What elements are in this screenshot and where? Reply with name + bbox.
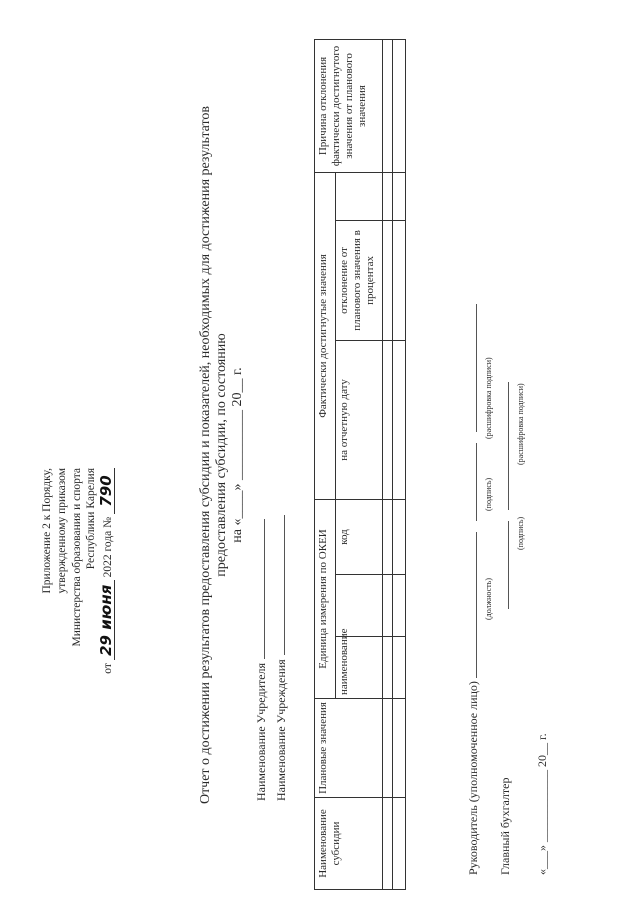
transcript-caption: (расшифровка подписи)	[484, 357, 493, 439]
institution-field	[274, 515, 289, 801]
table-cell	[393, 39, 406, 172]
founder-line[interactable]	[255, 519, 265, 659]
header-subsidy: Наименование субсидии	[315, 798, 383, 890]
header-reason: Причина отклонения фактически достигнутого значения от планового значения	[315, 39, 383, 172]
header-actual-date: на отчетную дату	[336, 340, 383, 499]
header-actual: Фактически достигнутые значения	[315, 172, 336, 499]
appendix-line-3: Министерства образования и спорта	[70, 468, 83, 647]
table-cell	[383, 220, 393, 340]
institution-line[interactable]	[275, 515, 285, 655]
handwritten-date: 29 июня	[99, 580, 115, 660]
table-cell	[383, 340, 393, 499]
appendix-line-4: Республики Карелия	[85, 468, 98, 570]
head-transcript-line[interactable]	[467, 304, 477, 432]
title-line-1: Отчет о достижении результатов предоставления субсидии и показателей, необходимых для достижения результатов	[198, 105, 213, 805]
table-cell	[383, 575, 393, 637]
head-signature-row	[466, 304, 481, 875]
institution-label: Наименование Учреждения	[274, 659, 288, 801]
accountant-signature-caption: (подпись)	[516, 516, 525, 550]
table-cell	[393, 340, 406, 499]
table-cell	[393, 220, 406, 340]
table-cell	[383, 798, 393, 890]
table-cell	[383, 637, 393, 699]
head-position-line[interactable]	[467, 532, 477, 678]
handwritten-number: 790	[99, 468, 115, 514]
signature-caption: (подпись)	[484, 477, 493, 511]
report-title	[198, 95, 246, 815]
table-cell	[383, 499, 393, 574]
accountant-transcript-line[interactable]	[499, 382, 509, 510]
accountant-transcript-caption: (расшифровка подписи)	[516, 383, 525, 465]
header-unit-spare	[336, 575, 383, 637]
date-prefix: от	[102, 663, 115, 674]
founder-field	[254, 519, 269, 801]
report-table	[314, 39, 406, 890]
head-signature-line[interactable]	[467, 443, 477, 521]
header-actual-spare	[336, 172, 383, 220]
signature-date-line: «___» ____________ 20__ г.	[535, 733, 549, 875]
table-cell	[383, 172, 393, 220]
year-text: 2022 года №	[102, 516, 115, 578]
appendix-line-1: Приложение 2 к Порядку,	[41, 468, 53, 594]
header-planned: Плановые значения	[315, 699, 383, 798]
table-cell	[383, 699, 393, 798]
table-cell	[393, 575, 406, 637]
table-cell	[393, 699, 406, 798]
header-unit: Единица измерения по ОКЕИ	[315, 499, 336, 698]
position-caption: (должность)	[484, 578, 493, 620]
table-cell	[383, 39, 393, 172]
appendix-header	[40, 468, 116, 674]
table-cell	[393, 798, 406, 890]
header-unit-code: код	[336, 499, 383, 574]
table-cell	[393, 172, 406, 220]
appendix-date-line	[99, 468, 116, 674]
title-date-line: на «____» __________ 20__ г.	[230, 367, 245, 543]
table-cell	[393, 499, 406, 574]
accountant-label: Главный бухгалтер	[498, 777, 512, 875]
table-cell	[393, 637, 406, 699]
accountant-signature-row	[498, 382, 513, 875]
accountant-signature-line[interactable]	[499, 521, 509, 609]
appendix-line-2: утвержденному приказом	[55, 468, 68, 594]
header-unit-name: наименование	[336, 637, 383, 699]
title-line-2: предоставления субсидии, по состоянию	[214, 333, 229, 577]
header-actual-deviation: отклонение от планового значения в процентах	[336, 220, 383, 340]
founder-label: Наименование Учредителя	[254, 662, 268, 801]
head-label: Руководитель (уполномоченное лицо)	[466, 681, 480, 875]
